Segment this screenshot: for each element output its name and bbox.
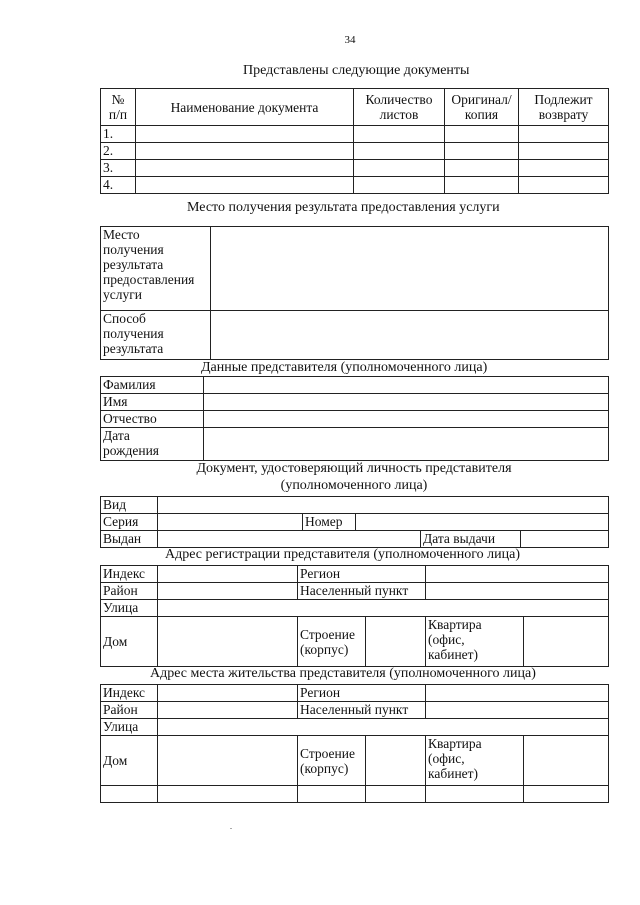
representative-title: Данные представителя (уполномоченного лица) [201, 360, 488, 375]
live-address-title: Адрес места жительства представителя (уполномоченного лица) [150, 666, 536, 681]
document-name-cell[interactable] [136, 143, 354, 160]
apartment-label: Квартира (офис, кабинет) [426, 736, 524, 786]
representative-table [100, 376, 609, 461]
table-row [101, 143, 609, 160]
settlement-field[interactable] [426, 583, 609, 600]
series-label: Серия [101, 514, 158, 531]
documents-title: Представлены следующие документы [243, 63, 470, 78]
birth-date-label: Дата рождения [101, 428, 204, 461]
reg-address-table [100, 565, 609, 667]
result-method-label: Способ получения результата [101, 311, 211, 360]
original-copy-cell[interactable] [445, 177, 519, 194]
issued-by-label: Выдан [101, 531, 158, 548]
table-row [101, 126, 609, 143]
surname-label: Фамилия [101, 377, 204, 394]
apartment-field[interactable] [524, 736, 609, 786]
header-sheets-count: Количество листов [354, 89, 445, 126]
result-place-table [100, 226, 609, 360]
region-label: Регион [298, 685, 426, 702]
district-label: Район [101, 702, 158, 719]
sheets-cell[interactable] [354, 160, 445, 177]
table-row [101, 177, 609, 194]
identity-title-line2: (уполномоченного лица) [280, 478, 428, 493]
sheets-cell[interactable] [354, 126, 445, 143]
street-label: Улица [101, 600, 158, 617]
row-number: 2. [101, 143, 136, 160]
original-copy-cell[interactable] [445, 126, 519, 143]
surname-field[interactable] [204, 377, 609, 394]
page-number: 34 [344, 34, 356, 46]
documents-table [100, 88, 609, 194]
apartment-field[interactable] [524, 617, 609, 667]
header-document-name: Наименование документа [136, 89, 354, 126]
district-field[interactable] [158, 583, 298, 600]
row-number: 1. [101, 126, 136, 143]
extra-cell[interactable] [298, 786, 366, 803]
live-address-table [100, 684, 609, 803]
patronymic-field[interactable] [204, 411, 609, 428]
region-field[interactable] [426, 685, 609, 702]
index-label: Индекс [101, 685, 158, 702]
name-label: Имя [101, 394, 204, 411]
house-field[interactable] [158, 736, 298, 786]
header-original-copy: Оригинал/ копия [445, 89, 519, 126]
building-field[interactable] [366, 617, 426, 667]
identity-title-line1: Документ, удостоверяющий личность представителя [196, 461, 512, 476]
return-cell[interactable] [519, 160, 609, 177]
original-copy-cell[interactable] [445, 160, 519, 177]
result-method-field[interactable] [211, 311, 609, 360]
street-field[interactable] [158, 600, 609, 617]
identity-table [100, 496, 609, 548]
house-field[interactable] [158, 617, 298, 667]
sheets-cell[interactable] [354, 177, 445, 194]
issue-date-field[interactable] [521, 531, 609, 548]
street-field[interactable] [158, 719, 609, 736]
document-name-cell[interactable] [136, 160, 354, 177]
result-place-field[interactable] [211, 227, 609, 311]
return-cell[interactable] [519, 177, 609, 194]
result-place-title: Место получения результата предоставления услуги [187, 200, 500, 215]
row-number: 4. [101, 177, 136, 194]
name-field[interactable] [204, 394, 609, 411]
index-label: Индекс [101, 566, 158, 583]
document-name-cell[interactable] [136, 177, 354, 194]
return-cell[interactable] [519, 126, 609, 143]
district-field[interactable] [158, 702, 298, 719]
settlement-label: Населенный пункт [298, 583, 426, 600]
document-name-cell[interactable] [136, 126, 354, 143]
issued-by-field[interactable] [158, 531, 421, 548]
settlement-field[interactable] [426, 702, 609, 719]
original-copy-cell[interactable] [445, 143, 519, 160]
index-field[interactable] [158, 566, 298, 583]
extra-cell[interactable] [524, 786, 609, 803]
row-number: 3. [101, 160, 136, 177]
house-label: Дом [101, 617, 158, 667]
birth-date-field[interactable] [204, 428, 609, 461]
number-label: Номер [303, 514, 356, 531]
region-label: Регион [298, 566, 426, 583]
settlement-label: Населенный пункт [298, 702, 426, 719]
return-cell[interactable] [519, 143, 609, 160]
building-field[interactable] [366, 736, 426, 786]
street-label: Улица [101, 719, 158, 736]
number-field[interactable] [356, 514, 609, 531]
extra-cell[interactable] [158, 786, 298, 803]
result-place-label: Место получения результата предоставления услуги [101, 227, 211, 311]
house-label: Дом [101, 736, 158, 786]
reg-address-title: Адрес регистрации представителя (уполномоченного лица) [165, 547, 521, 562]
doc-type-field[interactable] [158, 497, 609, 514]
extra-cell[interactable] [101, 786, 158, 803]
building-label: Строение (корпус) [298, 736, 366, 786]
scan-speck [230, 828, 232, 829]
table-row [101, 160, 609, 177]
district-label: Район [101, 583, 158, 600]
region-field[interactable] [426, 566, 609, 583]
table-row [101, 786, 609, 803]
index-field[interactable] [158, 685, 298, 702]
extra-cell[interactable] [426, 786, 524, 803]
extra-cell[interactable] [366, 786, 426, 803]
header-number: № п/п [101, 89, 136, 126]
doc-type-label: Вид [101, 497, 158, 514]
issue-date-label: Дата выдачи [421, 531, 521, 548]
building-label: Строение (корпус) [298, 617, 366, 667]
sheets-cell[interactable] [354, 143, 445, 160]
patronymic-label: Отчество [101, 411, 204, 428]
series-field[interactable] [158, 514, 303, 531]
header-return: Подлежит возврату [519, 89, 609, 126]
apartment-label: Квартира (офис, кабинет) [426, 617, 524, 667]
